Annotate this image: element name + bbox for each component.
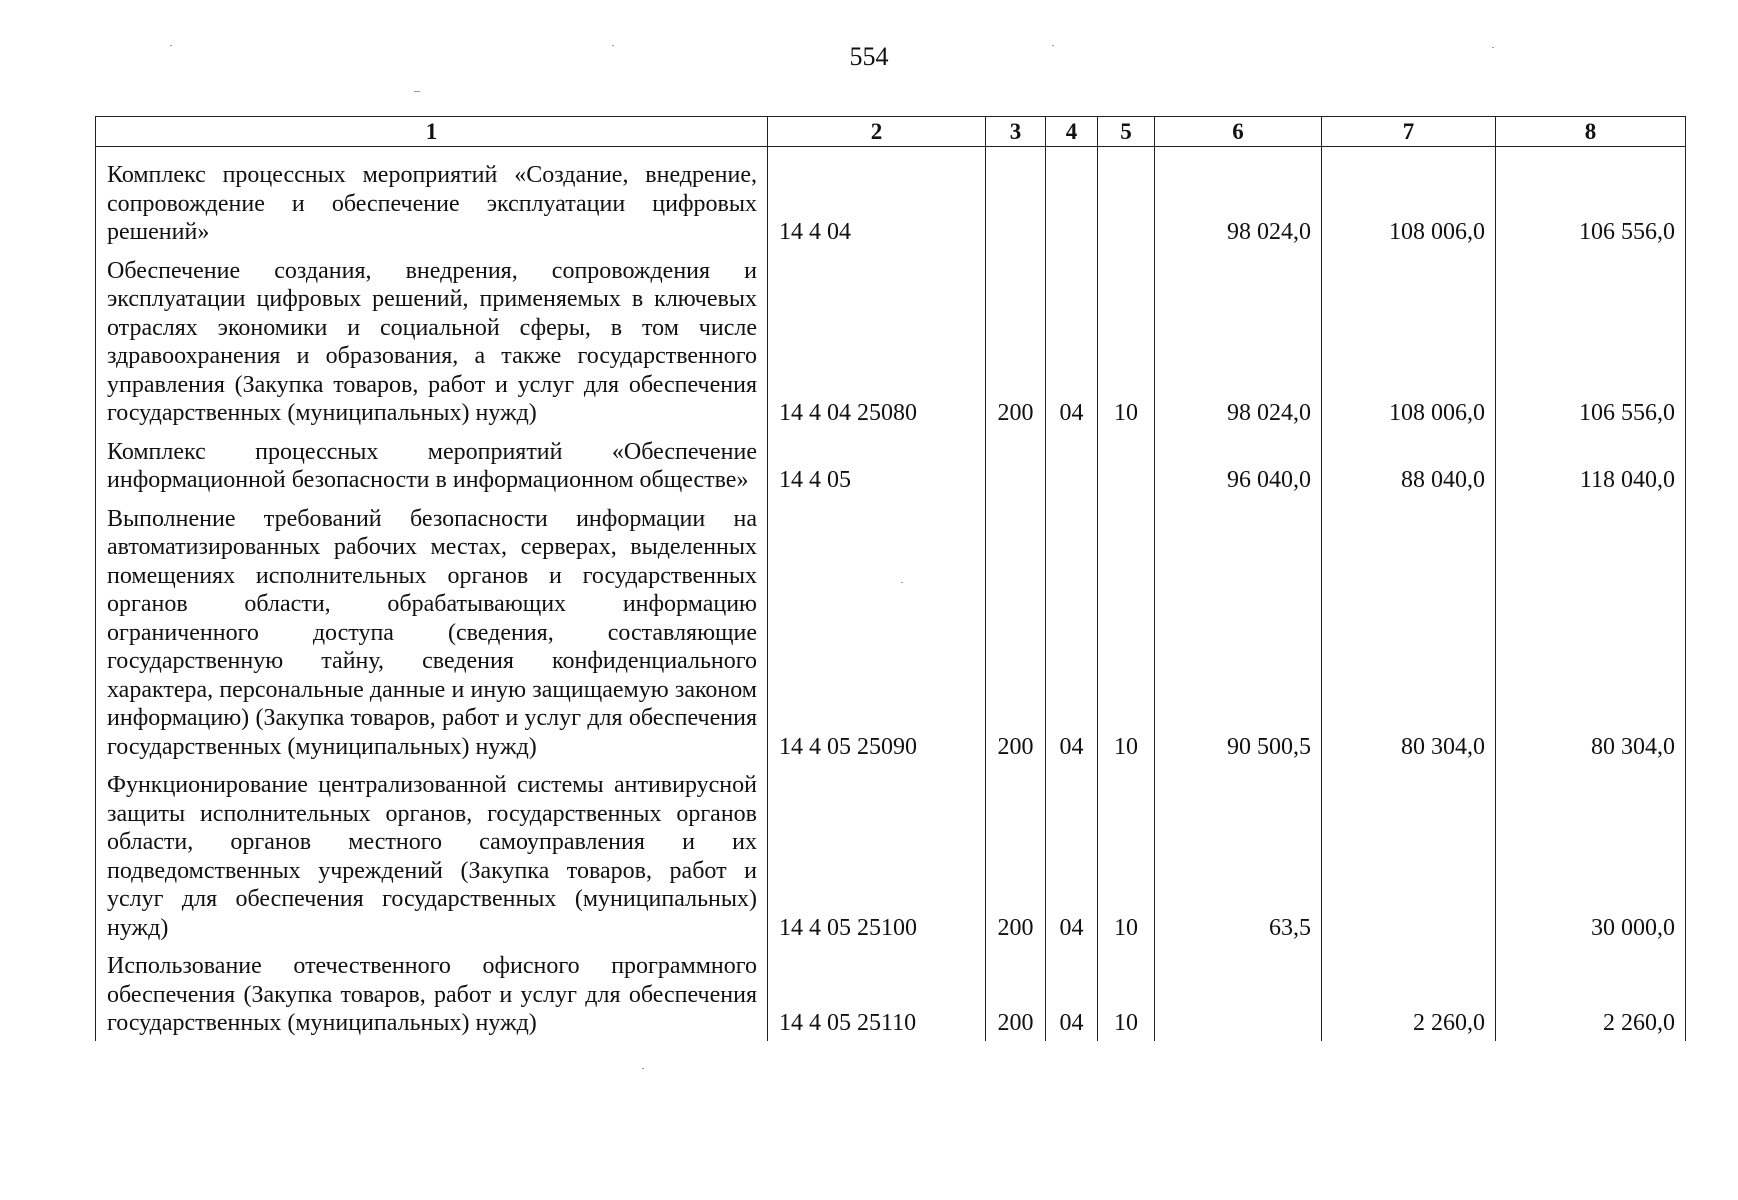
amount-col-8: 2 260,0 bbox=[1496, 945, 1686, 1041]
amount-col-8: 30 000,0 bbox=[1496, 764, 1686, 945]
subsection-code: 10 bbox=[1098, 498, 1155, 765]
expense-type: 200 bbox=[986, 250, 1046, 431]
target-code: 14 4 04 bbox=[768, 147, 986, 250]
header-row bbox=[96, 117, 1686, 147]
amount-col-8: 118 040,0 bbox=[1496, 431, 1686, 498]
amount-col-7 bbox=[1322, 764, 1496, 945]
amount-col-7: 108 006,0 bbox=[1322, 147, 1496, 250]
section-code: 04 bbox=[1046, 250, 1098, 431]
column-header: 4 bbox=[1046, 117, 1098, 147]
expense-type bbox=[986, 431, 1046, 498]
column-header: 1 bbox=[96, 117, 768, 147]
amount-col-8: 106 556,0 bbox=[1496, 250, 1686, 431]
item-name: Использование отечественного офисного программного обеспечения (Закупка товаров, работ и услуг для обеспечения государственных (муниципальных) нужд) bbox=[96, 945, 768, 1041]
amount-col-6: 98 024,0 bbox=[1155, 250, 1322, 431]
section-code: 04 bbox=[1046, 764, 1098, 945]
column-header: 8 bbox=[1496, 117, 1686, 147]
scan-speck bbox=[170, 45, 172, 46]
amount-col-6: 98 024,0 bbox=[1155, 147, 1322, 250]
amount-col-8: 80 304,0 bbox=[1496, 498, 1686, 765]
scan-speck bbox=[414, 91, 420, 92]
amount-col-7: 108 006,0 bbox=[1322, 250, 1496, 431]
scan-speck bbox=[1492, 47, 1494, 48]
amount-col-7: 80 304,0 bbox=[1322, 498, 1496, 765]
amount-col-6 bbox=[1155, 945, 1322, 1041]
column-header: 2 bbox=[768, 117, 986, 147]
amount-col-7: 2 260,0 bbox=[1322, 945, 1496, 1041]
amount-col-7: 88 040,0 bbox=[1322, 431, 1496, 498]
item-name: Обеспечение создания, внедрения, сопровождения и эксплуатации цифровых решений, применяемых в ключевых отраслях экономики и социальной сферы, в том числе здравоохранения и образования, а также государственного управления (Закупка товаров, работ и услуг для обеспечения государственных (муниципальных) нужд) bbox=[96, 250, 768, 431]
target-code: 14 4 05 25090 bbox=[768, 498, 986, 765]
table-row bbox=[96, 147, 1686, 250]
column-header: 3 bbox=[986, 117, 1046, 147]
target-code: 14 4 05 bbox=[768, 431, 986, 498]
subsection-code bbox=[1098, 147, 1155, 250]
item-name: Функционирование централизованной системы антивирусной защиты исполнительных органов, государственных органов области, органов местного самоуправления и их подведомственных учреждений (Закупка товаров, работ и услуг для обеспечения государственных (муниципальных) нужд) bbox=[96, 764, 768, 945]
expense-type: 200 bbox=[986, 764, 1046, 945]
section-code bbox=[1046, 431, 1098, 498]
item-name: Выполнение требований безопасности информации на автоматизированных рабочих местах, серверах, выделенных помещениях исполнительных органов и государственных органов области, обрабатывающих информацию ограниченного доступа (сведения, составляющие государственную тайну, сведения конфиденциального характера, персональные данные и иную защищаемую законом информацию) (Закупка товаров, работ и услуг для обеспечения государственных (муниципальных) нужд) bbox=[96, 498, 768, 765]
amount-col-6: 63,5 bbox=[1155, 764, 1322, 945]
amount-col-6: 90 500,5 bbox=[1155, 498, 1322, 765]
column-header: 6 bbox=[1155, 117, 1322, 147]
expense-type: 200 bbox=[986, 498, 1046, 765]
target-code: 14 4 05 25110 bbox=[768, 945, 986, 1041]
table-row bbox=[96, 945, 1686, 1041]
table-row bbox=[96, 431, 1686, 498]
subsection-code: 10 bbox=[1098, 945, 1155, 1041]
amount-col-6: 96 040,0 bbox=[1155, 431, 1322, 498]
table-row bbox=[96, 250, 1686, 431]
section-code: 04 bbox=[1046, 498, 1098, 765]
section-code: 04 bbox=[1046, 945, 1098, 1041]
subsection-code: 10 bbox=[1098, 764, 1155, 945]
expense-type: 200 bbox=[986, 945, 1046, 1041]
table-row bbox=[96, 764, 1686, 945]
page-number: 554 bbox=[849, 42, 889, 71]
expense-type bbox=[986, 147, 1046, 250]
target-code: 14 4 05 25100 bbox=[768, 764, 986, 945]
table-row bbox=[96, 498, 1686, 765]
subsection-code: 10 bbox=[1098, 250, 1155, 431]
table-body bbox=[96, 147, 1686, 1041]
section-code bbox=[1046, 147, 1098, 250]
column-header: 7 bbox=[1322, 117, 1496, 147]
scan-speck bbox=[612, 45, 614, 46]
item-name: Комплекс процессных мероприятий «Создание, внедрение, сопровождение и обеспечение эксплуатации цифровых решений» bbox=[96, 147, 768, 250]
subsection-code bbox=[1098, 431, 1155, 498]
scan-speck bbox=[642, 1068, 644, 1069]
target-code: 14 4 04 25080 bbox=[768, 250, 986, 431]
scan-speck bbox=[1052, 45, 1054, 46]
column-header: 5 bbox=[1098, 117, 1155, 147]
amount-col-8: 106 556,0 bbox=[1496, 147, 1686, 250]
table-header bbox=[96, 117, 1686, 147]
budget-table bbox=[95, 116, 1686, 1041]
item-name: Комплекс процессных мероприятий «Обеспечение информационной безопасности в информационном обществе» bbox=[96, 431, 768, 498]
